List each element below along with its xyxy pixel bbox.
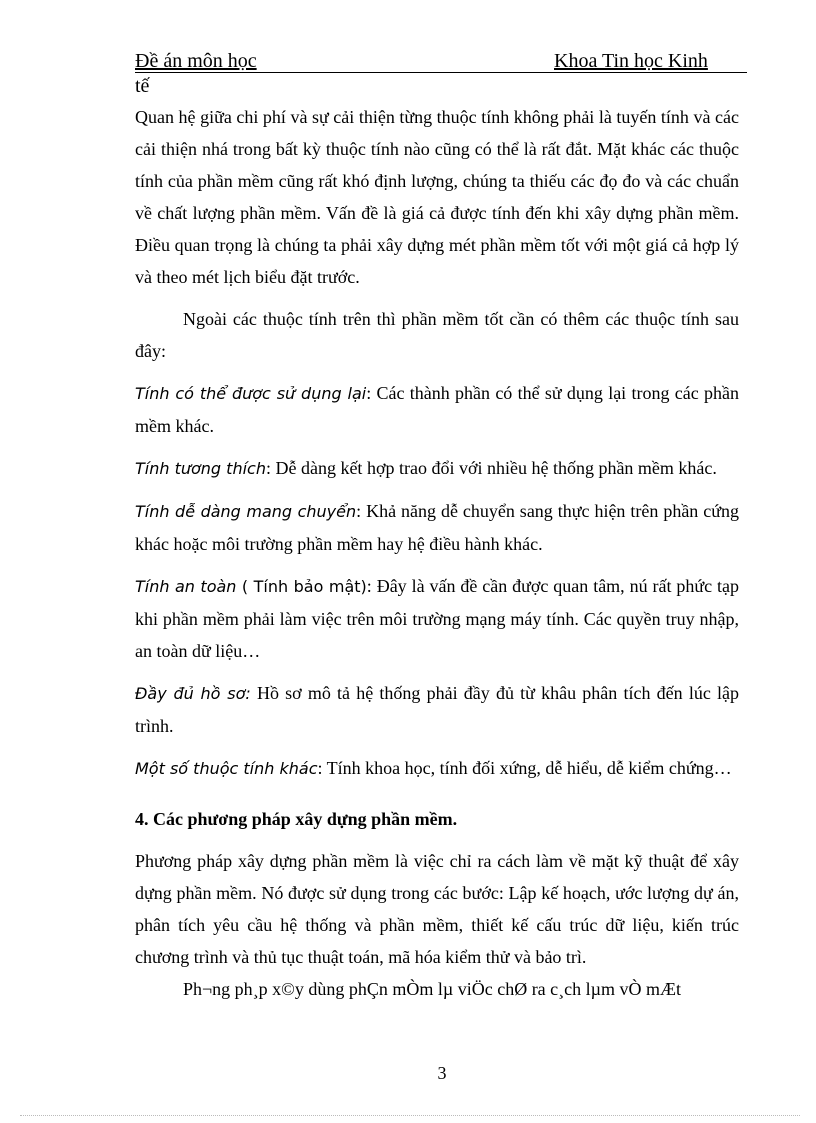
header-left-title: Đề án môn học bbox=[135, 50, 257, 72]
attribute-text: Hồ sơ mô tả hệ thống phải đầy đủ từ khâu phân tích đến lúc lập trình. bbox=[135, 683, 739, 736]
attribute-paren: ( Tính bảo mật) bbox=[236, 577, 367, 596]
attribute-label: Tính có thể được sử dụng lại bbox=[135, 384, 367, 403]
attribute-text: : Tính khoa học, tính đối xứng, dễ hiểu, dễ kiểm chứng… bbox=[317, 758, 732, 778]
paragraph-extra-attributes: Ngoài các thuộc tính trên thì phần mềm tốt cần có thêm các thuộc tính sau đây: bbox=[135, 309, 739, 361]
attribute-safety bbox=[135, 570, 739, 667]
attribute-label: Một số thuộc tính khác bbox=[135, 759, 318, 778]
attribute-reusability bbox=[135, 377, 739, 442]
header-continuation: tế bbox=[135, 75, 150, 97]
page-header bbox=[135, 49, 747, 73]
attribute-text: : Đây là vấn đề cần được quan tâm, nú rất phức tạp khi phần mềm phải làm việc trên môi trường mạng máy tính. Các quyền truy nhập, an toàn dữ liệu… bbox=[135, 576, 740, 661]
paragraph-cost-quality: Quan hệ giữa chi phí và sự cải thiện từng thuộc tính không phải là tuyến tính và các cải thiện nhá trong bất kỳ thuộc tính nào cũng có thể là rất đắt. Mặt khác các thuộc tính của phần mềm cũng rất khó định lượng, chúng ta thiếu các đọ đo và các chuẩn về chất lượng phần mềm. Vấn đề là giá cả được tính đến khi xây dựng phần mềm. Điều quan trọng là chúng ta phải xây dựng mét phần mềm tốt với một giá cả hợp lý và theo mét lịch biểu đặt trước. bbox=[135, 107, 739, 287]
section-heading: 4. Các phương pháp xây dựng phần mềm. bbox=[135, 809, 458, 829]
attribute-others bbox=[135, 752, 739, 785]
paragraph-methods: Phương pháp xây dựng phần mềm là việc chỉ ra cách làm về mặt kỹ thuật để xây dựng phần mềm. Nó được sử dụng trong các bước: Lập kế hoạch, ước lượng dự án, phân tích yêu cầu hệ thống và phần mềm, thiết kế cấu trúc dữ liệu, kiến trúc chương trình và thủ tục thuật toán, mã hóa kiểm thử và bảo trì. bbox=[135, 851, 739, 967]
footer-rule bbox=[20, 1115, 800, 1116]
attribute-label: Tính dễ dàng mang chuyển bbox=[135, 502, 357, 521]
header-rule bbox=[135, 72, 747, 73]
paragraph-garbled-encoding: Ph¬ng ph¸p x©y dùng phÇn mÒm lµ viÖc chØ ra c¸ch lµm vÒ mÆt bbox=[183, 979, 682, 999]
attribute-label: Đầy đủ hồ sơ: bbox=[135, 684, 251, 703]
attribute-portability bbox=[135, 495, 739, 560]
attribute-label: Tính an toàn bbox=[135, 577, 237, 596]
attribute-text: : Khả năng dễ chuyển sang thực hiện trên phần cứng khác hoặc môi trường phần mềm hay hệ điều hành khác. bbox=[135, 501, 739, 554]
header-right-title: Khoa Tin học Kinh bbox=[554, 50, 708, 72]
attribute-text: : Các thành phần có thể sử dụng lại trong các phần mềm khác. bbox=[135, 383, 739, 436]
attribute-documentation bbox=[135, 677, 739, 742]
document-body bbox=[135, 101, 739, 1005]
attribute-text: : Dễ dàng kết hợp trao đổi với nhiều hệ thống phần mềm khác. bbox=[265, 458, 717, 478]
attribute-label: Tính tương thích bbox=[135, 459, 266, 478]
attribute-compatibility bbox=[135, 452, 739, 485]
page-number: 3 bbox=[437, 1063, 447, 1083]
